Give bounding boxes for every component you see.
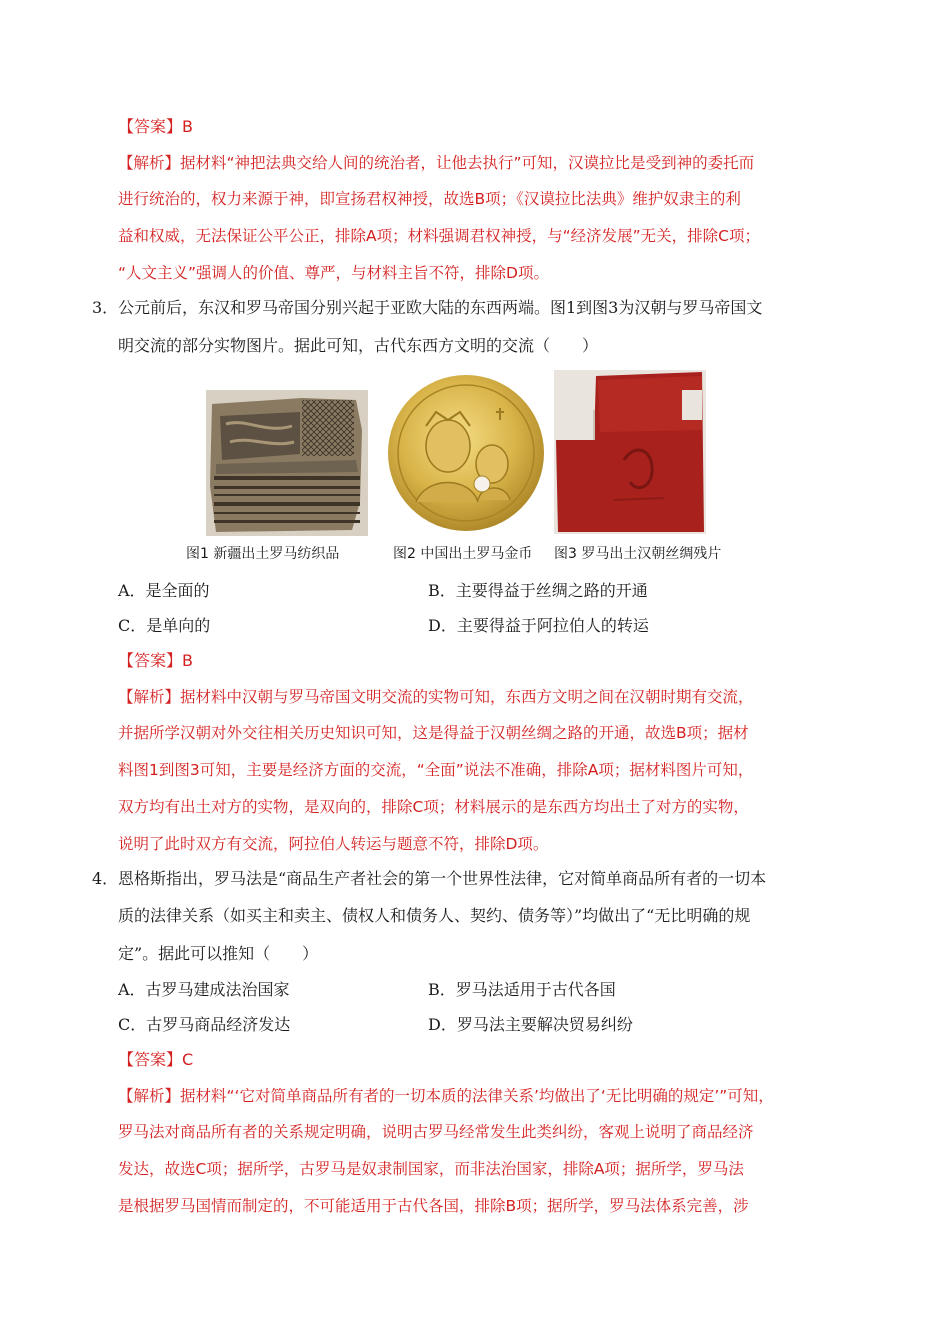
q3-analysis-line: 说明了此时双方有交流，阿拉伯人转运与题意不符，排除D项。 (118, 835, 549, 853)
q4-option-b: B．罗马法适用于古代各国 (428, 980, 616, 999)
q2-analysis-line: 进行统治的，权力来源于神，即宣扬君权神授，故选B项；《汉谟拉比法典》维护奴隶主的利 (118, 190, 741, 208)
q4-analysis-line: 是根据罗马国情而制定的，不可能适用于古代各国，排除B项；据所学，罗马法体系完善，涉 (118, 1197, 749, 1215)
q2-analysis-line: 【解析】据材料“神把法典交给人间的统治者，让他去执行”可知，汉谟拉比是受到神的委托而 (118, 154, 755, 172)
q2-answer: 【答案】B (118, 117, 193, 136)
q3-option-a: A．是全面的 (118, 581, 210, 600)
figure-3-han-silk-fragment (554, 370, 706, 534)
q3-analysis-line: 双方均有出土对方的实物，是双向的，排除C项；材料展示的是东西方均出土了对方的实物， (118, 798, 749, 816)
q3-analysis-line: 并据所学汉朝对外交往相关历史知识可知，这是得益于汉朝丝绸之路的开通，故选B项；据材 (118, 724, 749, 742)
q3-analysis-line: 料图1到图3可知，主要是经济方面的交流，“全面”说法不准确，排除A项；据材料图片可知， (118, 761, 754, 779)
q3-analysis-line: 【解析】据材料中汉朝与罗马帝国文明交流的实物可知，东西方文明之间在汉朝时期有交流， (118, 688, 754, 706)
q3-option-c: C．是单向的 (118, 616, 211, 635)
q4-analysis-line: 发达，故选C项；据所学，古罗马是奴隶制国家，而非法治国家，排除A项；据所学，罗马法 (118, 1160, 744, 1178)
q3-option-d: D．主要得益于阿拉伯人的转运 (428, 616, 649, 635)
q4-option-d: D．罗马法主要解决贸易纠纷 (428, 1015, 633, 1034)
figure-1-roman-textile (206, 390, 368, 536)
figure-2-caption: 图2 中国出土罗马金币 (393, 546, 533, 562)
q3-number: 3． (92, 298, 119, 317)
q4-stem-line: 恩格斯指出，罗马法是“商品生产者社会的第一个世界性法律，它对简单商品所有者的一切本 (118, 869, 767, 888)
q4-option-a: A．古罗马建成法治国家 (118, 980, 290, 999)
q4-answer: 【答案】C (118, 1050, 194, 1069)
q3-stem-line: 明交流的部分实物图片。据此可知，古代东西方文明的交流（ ） (118, 336, 599, 355)
q4-stem-line: 定”。据此可以推知（ ） (118, 944, 319, 963)
q4-analysis-line: 【解析】据材料“‘它对简单商品所有者的一切本质的法律关系’均做出了‘无比明确的规定’”可知， (118, 1087, 774, 1105)
q2-analysis-line: “人文主义”强调人的价值、尊严，与材料主旨不符，排除D项。 (118, 264, 549, 282)
q4-analysis-line: 罗马法对商品所有者的关系规定明确，说明古罗马经常发生此类纠纷，客观上说明了商品经济 (118, 1123, 754, 1141)
q3-stem-line: 公元前后，东汉和罗马帝国分别兴起于亚欧大陆的东西两端。图1到图3为汉朝与罗马帝国文 (118, 298, 763, 317)
q4-option-c: C．古罗马商品经济发达 (118, 1015, 291, 1034)
figure-1-caption: 图1 新疆出土罗马纺织品 (186, 546, 340, 562)
q4-stem-line: 质的法律关系（如买主和卖主、债权人和债务人、契约、债务等）”均做出了“无比明确的规 (118, 906, 751, 925)
q3-option-b: B．主要得益于丝绸之路的开通 (428, 581, 648, 600)
q4-number: 4． (92, 869, 119, 888)
q3-answer: 【答案】B (118, 651, 193, 670)
q2-analysis-line: 益和权威，无法保证公平公正，排除A项；材料强调君权神授，与“经济发展”无关，排除C项； (118, 227, 760, 245)
figure-3-caption: 图3 罗马出土汉朝丝绸残片 (554, 546, 722, 562)
figure-2-roman-gold-coin (386, 372, 546, 534)
